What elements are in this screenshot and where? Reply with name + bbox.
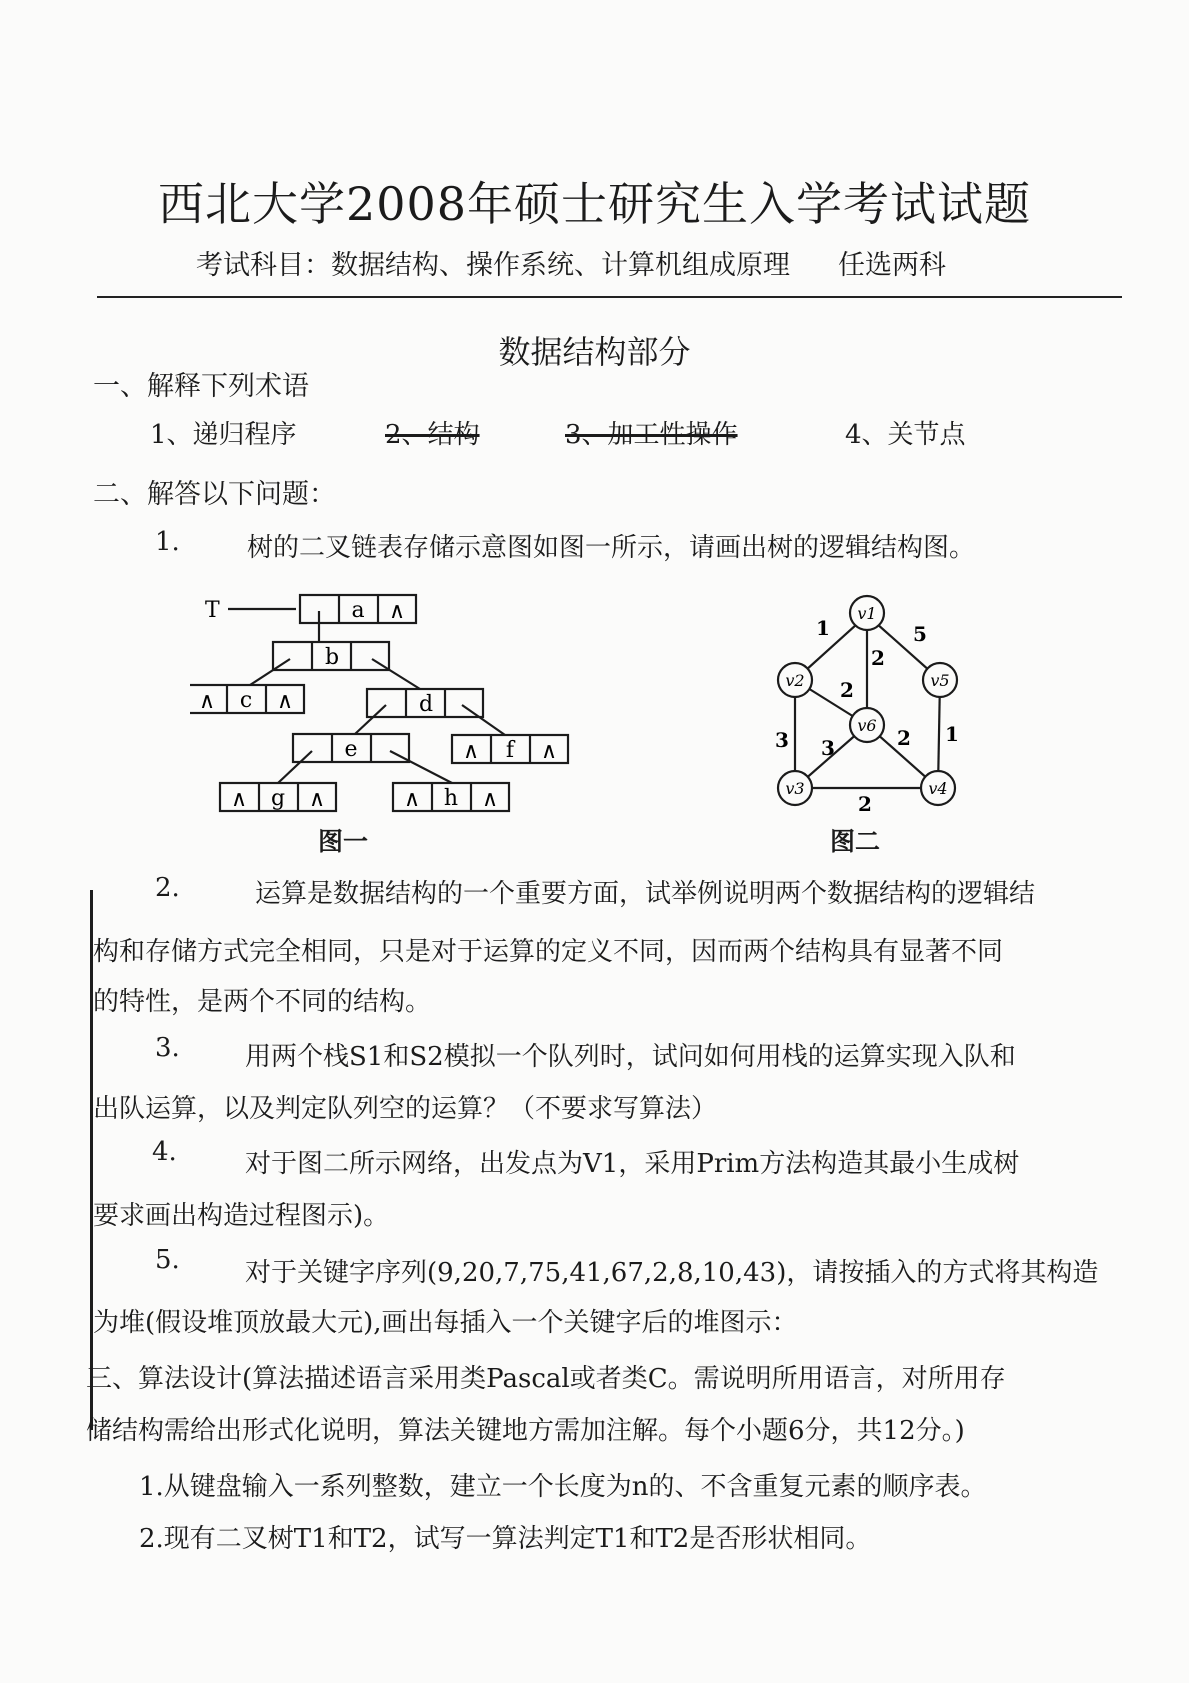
- q3-line-1: 用两个栈S1和S2模拟一个队列时，试问如何用栈的运算实现入队和: [245, 1042, 1016, 1072]
- weight-v1-v6: 2: [871, 646, 885, 670]
- null-h-right: ∧: [481, 787, 499, 812]
- null-c-left: ∧: [198, 689, 216, 714]
- q5-number: 5.: [155, 1245, 180, 1275]
- part3-heading-line-1: 三、算法设计(算法描述语言采用类Pascal或者类C。需说明所用语言，对所用存: [86, 1364, 1006, 1394]
- q5-line-2: 为堆(假设堆顶放最大元),画出每插入一个关键字后的堆图示：: [93, 1308, 798, 1338]
- term-3: 3、加工性操作: [565, 420, 738, 450]
- figure-2-caption: 图二: [830, 827, 881, 856]
- vertex-v2: v2: [785, 671, 805, 690]
- node-b: b: [324, 645, 340, 670]
- weight-v2-v6: 2: [840, 678, 854, 702]
- q3-line-2: 出队运算，以及判定队列空的运算？（不要求写算法）: [93, 1094, 718, 1124]
- q4-line-1: 对于图二所示网络，出发点为V1，采用Prim方法构造其最小生成树: [245, 1149, 1020, 1179]
- q5-line-1: 对于关键字序列(9,20,7,75,41,67,2,8,10,43)，请按插入的方式将其构造: [245, 1258, 1099, 1288]
- term-list: [0, 414, 1189, 450]
- algorithm-item-1: 1.从键盘输入一系列整数，建立一个长度为n的、不含重复元素的顺序表。: [139, 1472, 987, 1502]
- vertex-v4: v4: [928, 779, 948, 798]
- weight-v6-v4: 2: [897, 726, 911, 750]
- weight-v2-v3: 3: [775, 728, 789, 752]
- null-h-left: ∧: [403, 787, 421, 812]
- figure-2-weighted-graph: [760, 585, 980, 815]
- algorithm-item-2: 2.现有二叉树T1和T2，试写一算法判定T1和T2是否形状相同。: [139, 1524, 872, 1554]
- part1-heading: 一、解释下列术语: [93, 371, 309, 402]
- q3-number: 3.: [155, 1033, 180, 1063]
- section-title: 数据结构部分: [498, 333, 691, 371]
- term-1: 1、递归程序: [150, 420, 297, 450]
- part3-heading-line-2: 储结构需给出形式化说明，算法关键地方需加注解。每个小题6分，共12分。): [86, 1416, 965, 1446]
- weight-v3-v6: 3: [821, 736, 835, 760]
- node-h: h: [443, 786, 459, 811]
- null-f-left: ∧: [462, 739, 480, 764]
- null-c-right: ∧: [276, 689, 294, 714]
- weight-v1-v2: 1: [816, 616, 830, 640]
- term-4: 4、关节点: [845, 420, 966, 450]
- q2-line-2: 构和存储方式完全相同，只是对于运算的定义不同，因而两个结构具有显著不同: [93, 937, 1004, 967]
- weight-v3-v4: 2: [858, 792, 872, 815]
- vertex-v3: v3: [785, 779, 805, 798]
- exam-title: 西北大学2008年硕士研究生入学考试试题: [157, 177, 1032, 231]
- header-rule: [97, 296, 1122, 298]
- q4-number: 4.: [152, 1137, 177, 1167]
- q4-line-2: 要求画出构造过程图示)。: [93, 1201, 390, 1231]
- q2-line-3: 的特性，是两个不同的结构。: [93, 987, 432, 1017]
- subject-choice: 任选两科: [838, 250, 946, 281]
- q2-number: 2.: [155, 873, 180, 903]
- null-g-left: ∧: [230, 787, 248, 812]
- q1-number: 1.: [155, 527, 180, 557]
- node-c: c: [239, 688, 253, 713]
- margin-bar: [90, 890, 93, 1430]
- q1-text: 树的二叉链表存储示意图如图一所示，请画出树的逻辑结构图。: [247, 533, 976, 563]
- node-f: f: [505, 738, 515, 763]
- vertex-v5: v5: [930, 671, 950, 690]
- null-g-right: ∧: [308, 787, 326, 812]
- weight-v5-v4: 1: [945, 722, 959, 746]
- node-a: a: [351, 598, 365, 623]
- weight-v1-v5: 5: [913, 622, 927, 646]
- node-e: e: [344, 737, 358, 762]
- root-pointer-label: T: [205, 598, 220, 623]
- figure-1-caption: 图一: [318, 827, 369, 856]
- node-g: g: [270, 786, 286, 811]
- null-a-right: ∧: [388, 599, 406, 624]
- vertex-v1: v1: [857, 604, 877, 623]
- subject-list: 考试科目：数据结构、操作系统、计算机组成原理: [196, 250, 790, 281]
- q2-line-1: 运算是数据结构的一个重要方面，试举例说明两个数据结构的逻辑结: [255, 879, 1036, 909]
- figure-1-binary-tree: [190, 585, 570, 845]
- node-d: d: [418, 692, 434, 717]
- part2-heading: 二、解答以下问题：: [93, 479, 336, 510]
- term-2: 2、结构: [385, 420, 480, 450]
- exam-subject: [196, 243, 946, 282]
- null-f-right: ∧: [540, 739, 558, 764]
- vertex-v6: v6: [857, 716, 877, 735]
